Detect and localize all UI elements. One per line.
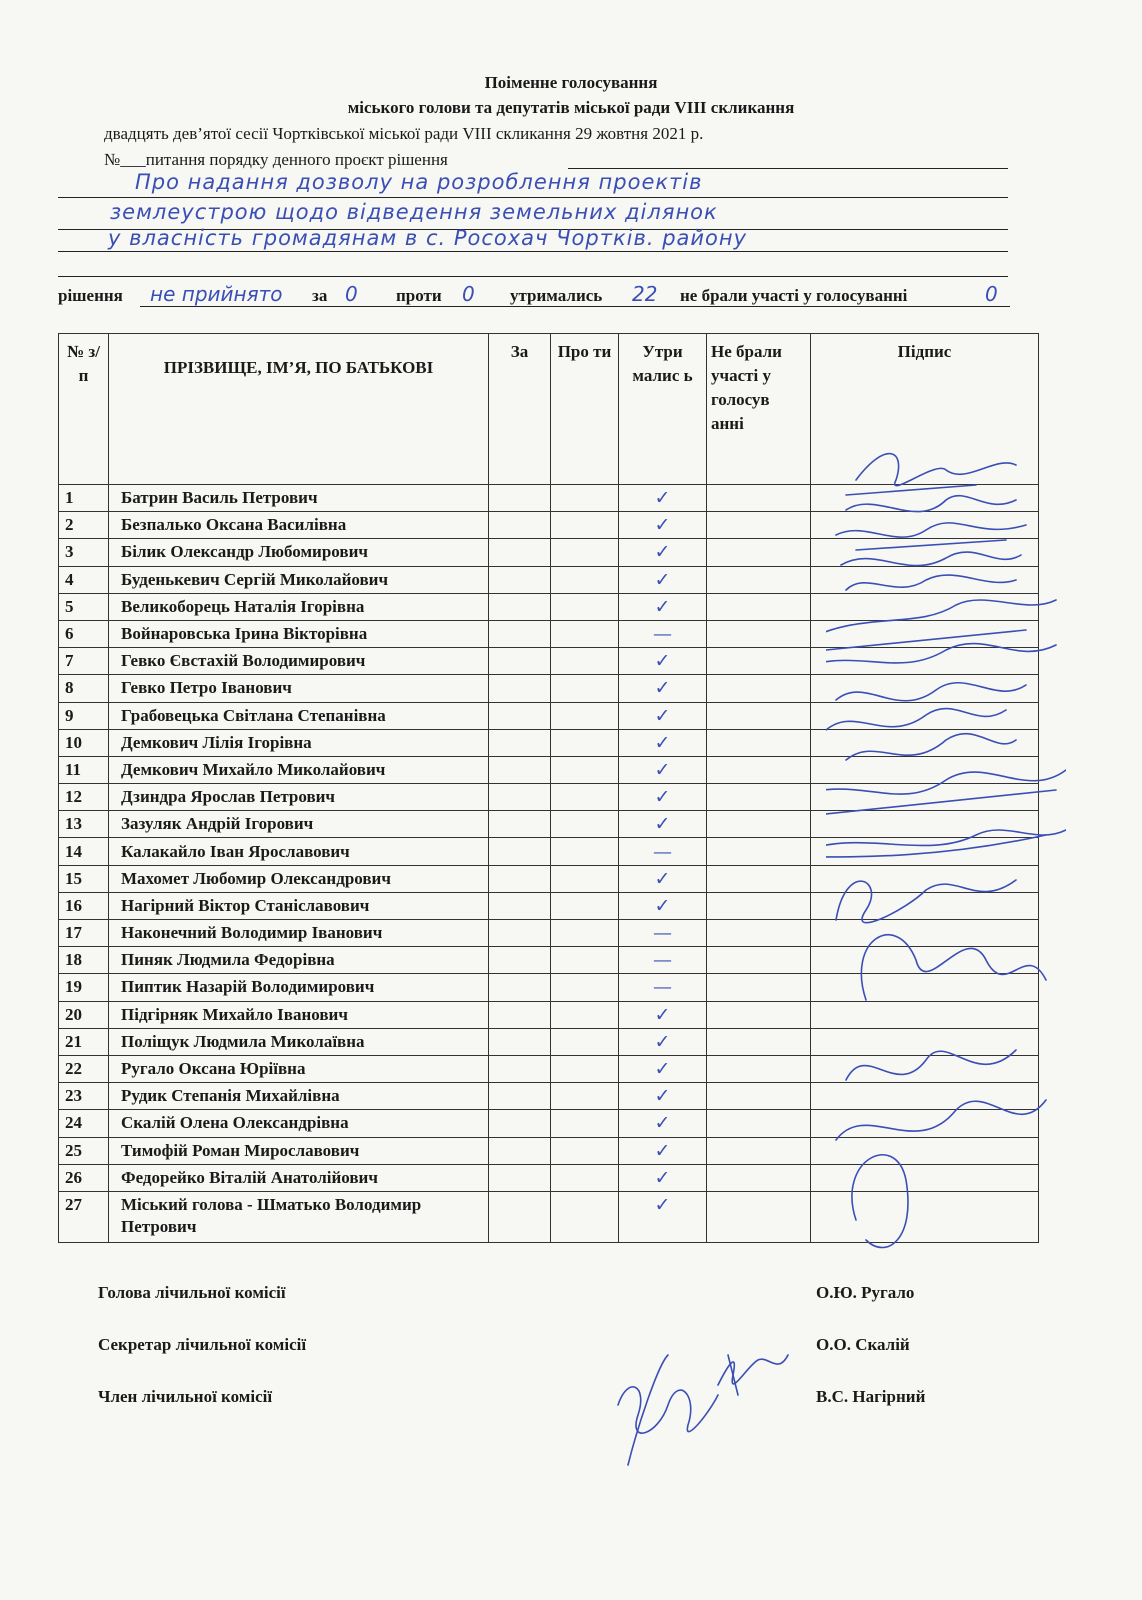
cell-signature <box>811 811 1039 838</box>
row-number: 15 <box>59 865 109 892</box>
cell-not-voted <box>707 1137 811 1164</box>
table-row <box>59 512 1039 539</box>
name-secretary: О.О. Скалій <box>816 1335 910 1354</box>
cell-not-voted <box>707 1028 811 1055</box>
row-name: Підгірняк Михайло Іванович <box>109 1001 489 1028</box>
cell-signature <box>811 512 1039 539</box>
row-number: 25 <box>59 1137 109 1164</box>
abstained-label: утримались <box>510 286 603 305</box>
cell-signature <box>811 892 1039 919</box>
cell-signature <box>811 1137 1039 1164</box>
result-rule <box>140 306 1010 307</box>
col-header-against: Про ти <box>551 334 619 485</box>
table-row <box>59 593 1039 620</box>
cell-abstained: ✓ <box>619 1110 707 1137</box>
cell-for <box>489 566 551 593</box>
table-row <box>59 1028 1039 1055</box>
row-name: Поліщук Людмила Миколаївна <box>109 1028 489 1055</box>
row-number: 21 <box>59 1028 109 1055</box>
for-label: за <box>312 286 328 305</box>
row-number: 10 <box>59 729 109 756</box>
doc-title: Поіменне голосування <box>484 73 658 92</box>
cell-not-voted <box>707 1055 811 1082</box>
cell-for <box>489 1137 551 1164</box>
row-number: 17 <box>59 920 109 947</box>
table-row <box>59 1001 1039 1028</box>
cell-for <box>489 648 551 675</box>
cell-abstained: ✓ <box>619 729 707 756</box>
table-row <box>59 729 1039 756</box>
voting-table <box>58 333 1039 1243</box>
cell-not-voted <box>707 974 811 1001</box>
row-number: 4 <box>59 566 109 593</box>
cell-for <box>489 1055 551 1082</box>
decision-label: рішення <box>58 286 123 305</box>
cell-not-voted <box>707 811 811 838</box>
cell-not-voted <box>707 539 811 566</box>
cell-not-voted <box>707 756 811 783</box>
table-row <box>59 756 1039 783</box>
session-line: двадцять дев’ятої сесії Чортківської міської ради VIII скликання 29 жовтня 2021 р. <box>104 124 704 143</box>
cell-for <box>489 512 551 539</box>
cell-not-voted <box>707 485 811 512</box>
cell-signature <box>811 1191 1039 1242</box>
row-number: 19 <box>59 974 109 1001</box>
row-name: Великоборець Наталія Ігорівна <box>109 593 489 620</box>
table-row <box>59 1137 1039 1164</box>
cell-against <box>551 566 619 593</box>
table-row <box>59 485 1039 512</box>
cell-signature <box>811 838 1039 865</box>
role-member: Член лічильної комісії <box>98 1387 273 1406</box>
cell-signature <box>811 756 1039 783</box>
cell-signature <box>811 1110 1039 1137</box>
row-name: Міський голова - Шматько Володимир Петрович <box>109 1191 489 1242</box>
cell-for <box>489 1001 551 1028</box>
cell-not-voted <box>707 1191 811 1242</box>
cell-against <box>551 892 619 919</box>
row-name: Гевко Євстахій Володимирович <box>109 648 489 675</box>
cell-for <box>489 892 551 919</box>
row-number: 18 <box>59 947 109 974</box>
row-number: 20 <box>59 1001 109 1028</box>
cell-signature <box>811 1083 1039 1110</box>
row-name: Наконечний Володимир Іванович <box>109 920 489 947</box>
row-name: Войнаровська Ірина Вікторівна <box>109 620 489 647</box>
row-number: 6 <box>59 620 109 647</box>
cell-against <box>551 485 619 512</box>
not-voted-label: не брали участі у голосуванні <box>680 286 908 305</box>
row-name: Грабовецька Світлана Степанівна <box>109 702 489 729</box>
row-name: Батрин Василь Петрович <box>109 485 489 512</box>
row-name: Білик Олександр Любомирович <box>109 539 489 566</box>
against-label: проти <box>396 286 442 305</box>
subject-line-2: землеустрою щодо відведення земельних ділянок <box>110 200 718 224</box>
row-number: 11 <box>59 756 109 783</box>
cell-not-voted <box>707 947 811 974</box>
cell-for <box>489 1083 551 1110</box>
subject-line-3: у власність громадянам в с. Росохач Чортків. району <box>108 226 748 250</box>
subject-rule-1 <box>58 197 1008 198</box>
cell-signature <box>811 566 1039 593</box>
table-row <box>59 566 1039 593</box>
agenda-label: №___питання порядку денного проєкт рішення <box>104 150 448 169</box>
cell-abstained: ✓ <box>619 1001 707 1028</box>
role-secretary: Секретар лічильної комісії <box>98 1335 307 1354</box>
cell-for <box>489 865 551 892</box>
table-row <box>59 648 1039 675</box>
row-name: Демкович Михайло Миколайович <box>109 756 489 783</box>
table-row <box>59 892 1039 919</box>
cell-against <box>551 865 619 892</box>
cell-against <box>551 756 619 783</box>
cell-not-voted <box>707 566 811 593</box>
cell-not-voted <box>707 620 811 647</box>
cell-not-voted <box>707 838 811 865</box>
col-header-not-voted: Не брали участі у голосув анні <box>707 334 811 485</box>
cell-abstained: ✓ <box>619 702 707 729</box>
cell-against <box>551 1110 619 1137</box>
cell-abstained: ✓ <box>619 512 707 539</box>
cell-not-voted <box>707 784 811 811</box>
cell-signature <box>811 675 1039 702</box>
cell-abstained: ✓ <box>619 593 707 620</box>
cell-against <box>551 539 619 566</box>
cell-not-voted <box>707 1083 811 1110</box>
cell-against <box>551 1164 619 1191</box>
cell-abstained: — <box>619 974 707 1001</box>
cell-against <box>551 1055 619 1082</box>
table-row <box>59 1191 1039 1242</box>
cell-signature <box>811 974 1039 1001</box>
row-name: Рудик Степанія Михайлівна <box>109 1083 489 1110</box>
row-name: Буденькевич Сергій Миколайович <box>109 566 489 593</box>
cell-for <box>489 729 551 756</box>
cell-against <box>551 702 619 729</box>
table-row <box>59 1083 1039 1110</box>
cell-abstained: ✓ <box>619 1028 707 1055</box>
cell-signature <box>811 620 1039 647</box>
agenda-rule <box>568 168 1008 169</box>
table-row <box>59 539 1039 566</box>
row-name: Дзиндра Ярослав Петрович <box>109 784 489 811</box>
row-number: 16 <box>59 892 109 919</box>
commission-signatures <box>608 1345 808 1475</box>
cell-against <box>551 512 619 539</box>
cell-signature <box>811 702 1039 729</box>
cell-signature <box>811 865 1039 892</box>
row-name: Демкович Лілія Ігорівна <box>109 729 489 756</box>
row-number: 3 <box>59 539 109 566</box>
row-number: 14 <box>59 838 109 865</box>
cell-abstained: ✓ <box>619 485 707 512</box>
table-row <box>59 620 1039 647</box>
cell-signature <box>811 1001 1039 1028</box>
row-number: 9 <box>59 702 109 729</box>
row-number: 5 <box>59 593 109 620</box>
abstained-value: 22 <box>632 282 658 306</box>
cell-signature <box>811 539 1039 566</box>
cell-not-voted <box>707 1164 811 1191</box>
row-number: 24 <box>59 1110 109 1137</box>
row-number: 22 <box>59 1055 109 1082</box>
name-chair: О.Ю. Ругало <box>816 1283 915 1302</box>
col-header-for: За <box>489 334 551 485</box>
cell-for <box>489 838 551 865</box>
cell-signature <box>811 784 1039 811</box>
col-header-abstained: Утри малис ь <box>619 334 707 485</box>
table-row <box>59 1164 1039 1191</box>
row-number: 27 <box>59 1191 109 1242</box>
cell-against <box>551 1137 619 1164</box>
cell-signature <box>811 593 1039 620</box>
cell-not-voted <box>707 648 811 675</box>
cell-against <box>551 729 619 756</box>
cell-against <box>551 947 619 974</box>
cell-abstained: ✓ <box>619 1137 707 1164</box>
cell-not-voted <box>707 1001 811 1028</box>
table-row <box>59 675 1039 702</box>
cell-for <box>489 1191 551 1242</box>
cell-signature <box>811 1055 1039 1082</box>
cell-not-voted <box>707 512 811 539</box>
cell-for <box>489 593 551 620</box>
cell-against <box>551 648 619 675</box>
cell-abstained: — <box>619 947 707 974</box>
row-name: Безпалько Оксана Василівна <box>109 512 489 539</box>
table-row <box>59 1110 1039 1137</box>
cell-abstained: ✓ <box>619 1083 707 1110</box>
row-name: Тимофій Роман Мирославович <box>109 1137 489 1164</box>
cell-abstained: ✓ <box>619 539 707 566</box>
row-number: 7 <box>59 648 109 675</box>
cell-against <box>551 1083 619 1110</box>
cell-abstained: ✓ <box>619 675 707 702</box>
cell-for <box>489 784 551 811</box>
table-row <box>59 865 1039 892</box>
cell-for <box>489 974 551 1001</box>
row-number: 1 <box>59 485 109 512</box>
cell-for <box>489 947 551 974</box>
row-name: Калакайло Іван Ярославович <box>109 838 489 865</box>
table-row <box>59 784 1039 811</box>
cell-abstained: — <box>619 838 707 865</box>
for-value: 0 <box>345 282 358 306</box>
cell-against <box>551 675 619 702</box>
cell-against <box>551 838 619 865</box>
cell-not-voted <box>707 593 811 620</box>
voting-table-body <box>59 485 1039 1243</box>
cell-signature <box>811 648 1039 675</box>
table-row <box>59 1055 1039 1082</box>
cell-not-voted <box>707 1110 811 1137</box>
row-name: Гевко Петро Іванович <box>109 675 489 702</box>
cell-against <box>551 920 619 947</box>
cell-for <box>489 811 551 838</box>
table-row <box>59 702 1039 729</box>
row-name: Скалій Олена Олександрівна <box>109 1110 489 1137</box>
cell-for <box>489 485 551 512</box>
cell-abstained: ✓ <box>619 784 707 811</box>
col-header-signature: Підпис <box>811 334 1039 485</box>
cell-for <box>489 756 551 783</box>
col-header-name: ПРІЗВИЩЕ, ІМ’Я, ПО БАТЬКОВІ <box>109 334 489 485</box>
cell-against <box>551 620 619 647</box>
cell-against <box>551 784 619 811</box>
cell-for <box>489 1164 551 1191</box>
cell-signature <box>811 485 1039 512</box>
cell-signature <box>811 1164 1039 1191</box>
table-row <box>59 947 1039 974</box>
cell-signature <box>811 920 1039 947</box>
cell-against <box>551 593 619 620</box>
not-voted-value: 0 <box>985 282 998 306</box>
cell-abstained: ✓ <box>619 566 707 593</box>
row-name: Нагірний Віктор Станіславович <box>109 892 489 919</box>
cell-against <box>551 811 619 838</box>
name-member: В.С. Нагірний <box>816 1387 926 1406</box>
row-name: Ругало Оксана Юріївна <box>109 1055 489 1082</box>
cell-abstained: — <box>619 620 707 647</box>
row-number: 2 <box>59 512 109 539</box>
cell-for <box>489 702 551 729</box>
cell-abstained: ✓ <box>619 1055 707 1082</box>
cell-not-voted <box>707 892 811 919</box>
cell-abstained: ✓ <box>619 892 707 919</box>
cell-not-voted <box>707 675 811 702</box>
cell-not-voted <box>707 865 811 892</box>
row-name: Пиняк Людмила Федорівна <box>109 947 489 974</box>
cell-against <box>551 1001 619 1028</box>
table-header-row <box>59 334 1039 485</box>
cell-against <box>551 1028 619 1055</box>
row-number: 26 <box>59 1164 109 1191</box>
subject-rule-4 <box>58 276 1008 277</box>
cell-for <box>489 1110 551 1137</box>
cell-not-voted <box>707 702 811 729</box>
cell-against <box>551 1191 619 1242</box>
doc-subtitle: міського голови та депутатів міської ради VIII скликання <box>347 98 795 117</box>
table-row <box>59 974 1039 1001</box>
table-row <box>59 920 1039 947</box>
col-header-number: № з/п <box>59 334 109 485</box>
cell-abstained: ✓ <box>619 756 707 783</box>
cell-for <box>489 675 551 702</box>
row-number: 12 <box>59 784 109 811</box>
cell-signature <box>811 1028 1039 1055</box>
subject-rule-3 <box>58 251 1008 252</box>
row-name: Пиптик Назарій Володимирович <box>109 974 489 1001</box>
cell-for <box>489 620 551 647</box>
table-row <box>59 838 1039 865</box>
cell-for <box>489 539 551 566</box>
cell-for <box>489 920 551 947</box>
subject-line-1: Про надання дозволу на розроблення проектів <box>135 170 703 194</box>
row-name: Федорейко Віталій Анатолійович <box>109 1164 489 1191</box>
against-value: 0 <box>462 282 475 306</box>
decision-value: не прийнято <box>150 282 283 306</box>
cell-abstained: ✓ <box>619 648 707 675</box>
cell-against <box>551 974 619 1001</box>
cell-abstained: — <box>619 920 707 947</box>
row-number: 13 <box>59 811 109 838</box>
cell-for <box>489 1028 551 1055</box>
cell-abstained: ✓ <box>619 1164 707 1191</box>
table-row <box>59 811 1039 838</box>
cell-not-voted <box>707 920 811 947</box>
cell-abstained: ✓ <box>619 811 707 838</box>
cell-abstained: ✓ <box>619 865 707 892</box>
row-name: Зазуляк Андрій Ігорович <box>109 811 489 838</box>
cell-not-voted <box>707 729 811 756</box>
cell-abstained: ✓ <box>619 1191 707 1242</box>
cell-signature <box>811 729 1039 756</box>
row-name: Махомет Любомир Олександрович <box>109 865 489 892</box>
row-number: 23 <box>59 1083 109 1110</box>
role-chair: Голова лічильної комісії <box>98 1283 286 1302</box>
row-number: 8 <box>59 675 109 702</box>
cell-signature <box>811 947 1039 974</box>
